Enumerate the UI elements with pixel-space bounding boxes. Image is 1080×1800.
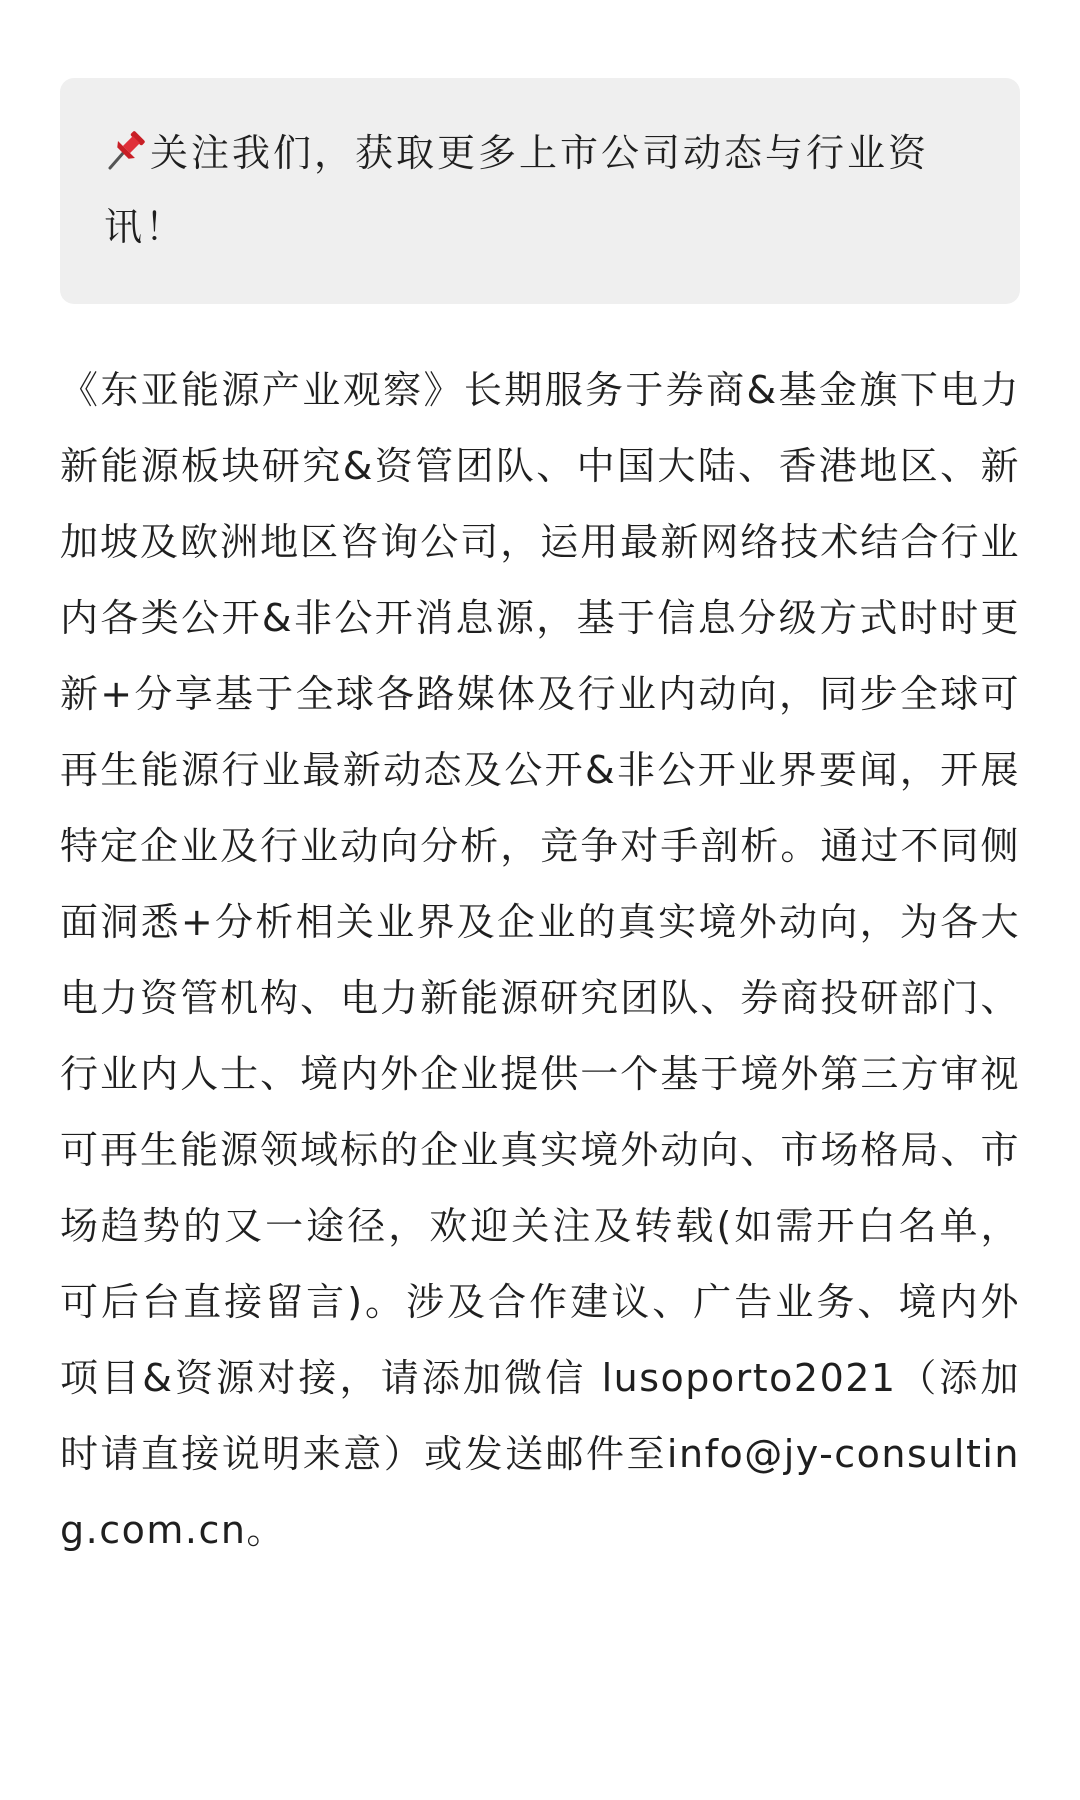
follow-notice-text: 关注我们，获取更多上市公司动态与行业资讯！ <box>104 131 930 249</box>
follow-notice <box>104 116 976 264</box>
article-paragraph: 《东亚能源产业观察》长期服务于券商&基金旗下电力新能源板块研究&资管团队、中国大陆、香港地区、新加坡及欧洲地区咨询公司，运用最新网络技术结合行业内各类公开&非公开消息源，基于信息分级方式时时更新+分享基于全球各路媒体及行业内动向，同步全球可再生能源行业最新动态及公开&非公开业界要闻，开展特定企业及行业动向分析，竞争对手剖析。通过不同侧面洞悉+分析相关业界及企业的真实境外动向，为各大电力资管机构、电力新能源研究团队、券商投研部门、行业内人士、境内外企业提供一个基于境外第三方审视可再生能源领域标的企业真实境外动向、市场格局、市场趋势的又一途径，欢迎关注及转载(如需开白名单，可后台直接留言)。涉及合作建议、广告业务、境内外项目&资源对接，请添加微信 lusoporto2021（添加时请直接说明来意）或发送邮件至info@jy-consulting.com.cn。 <box>60 368 1020 1552</box>
pushpin-icon <box>104 122 148 166</box>
article-container <box>60 78 1020 1568</box>
follow-notice-card <box>60 78 1020 304</box>
